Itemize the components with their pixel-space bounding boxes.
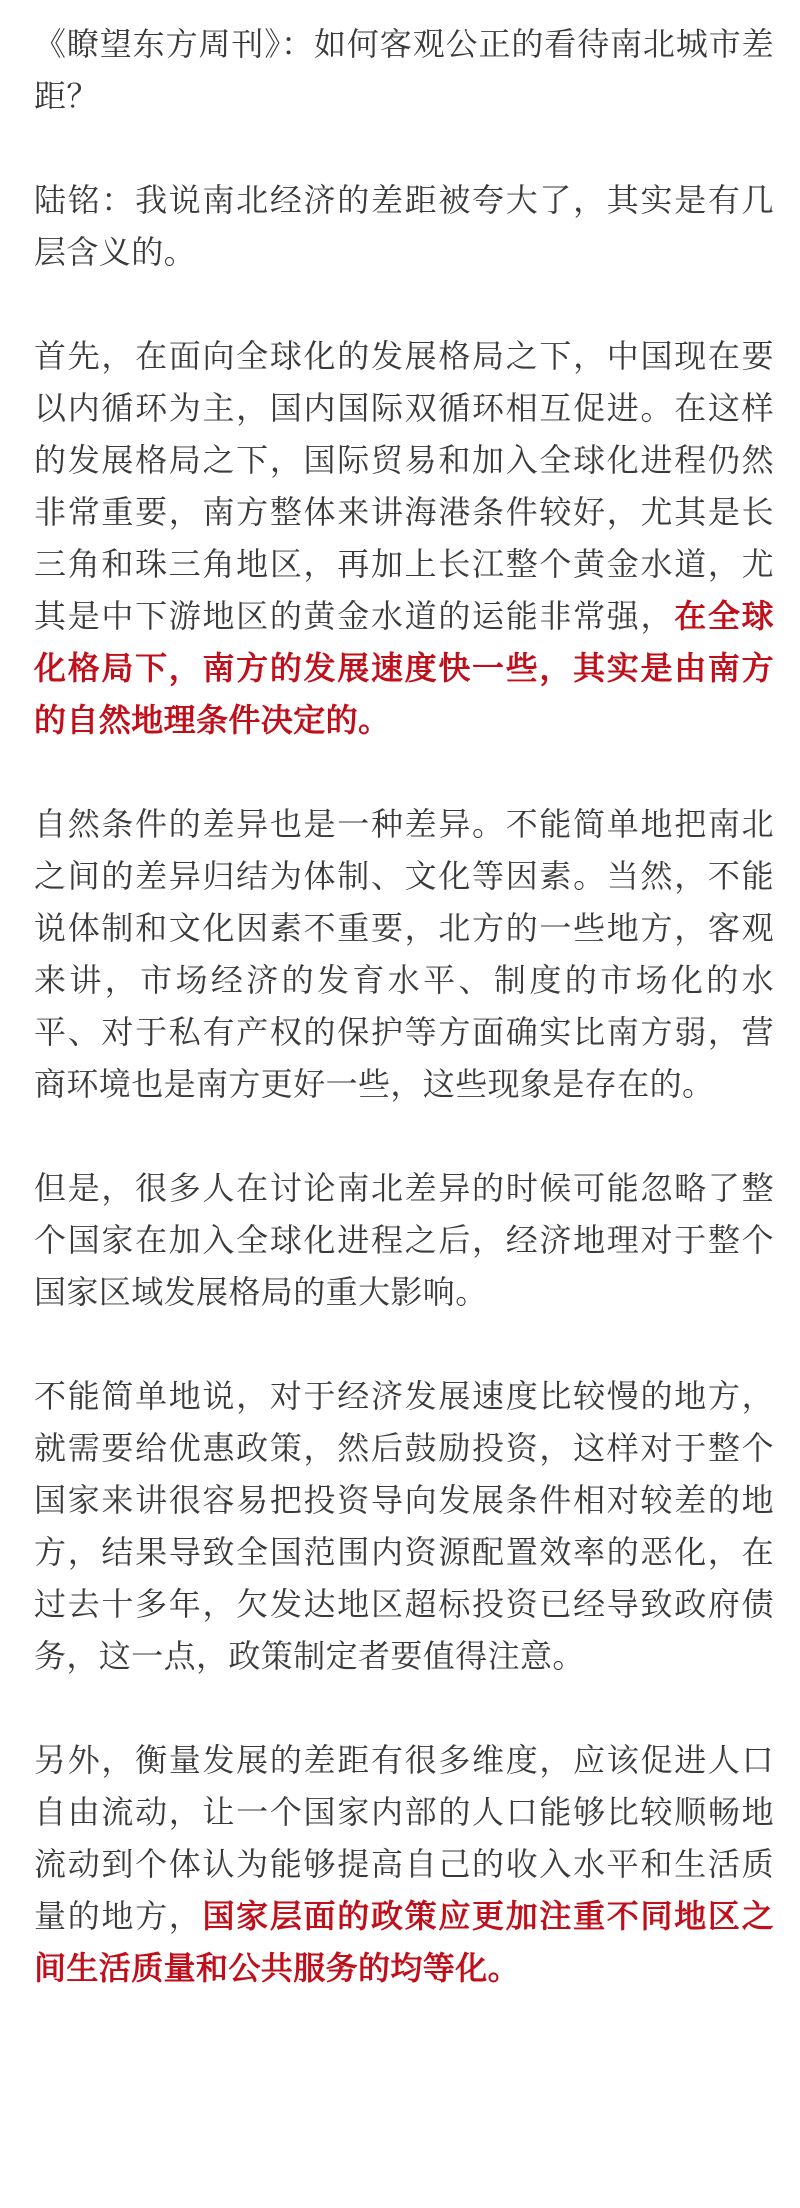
population-mobility-paragraph bbox=[34, 1734, 774, 1994]
investment-policy-paragraph: 不能简单地说，对于经济发展速度比较慢的地方，就需要给优惠政策，然后鼓励投资，这样对于整个国家来讲很容易把投资导向发展条件相对较差的地方，结果导致全国范围内资源配置效率的恶化，在过去十多年，欠发达地区超标投资已经导致政府债务，这一点，政策制定者要值得注意。 bbox=[34, 1377, 774, 1675]
globalization-paragraph bbox=[34, 330, 774, 746]
paragraph-text: 另外，衡量发展的差距有很多维度，应该促进人口自由流动，让一个国家内部的人口能够比较顺畅地流动到个体认为能够提高自己的收入水平和生活质量的地方， bbox=[34, 1741, 774, 1935]
article-body bbox=[34, 18, 774, 2046]
answer-intro-paragraph: 陆铭：我说南北经济的差距被夸大了，其实是有几层含义的。 bbox=[34, 181, 774, 271]
natural-conditions-paragraph: 自然条件的差异也是一种差异。不能简单地把南北之间的差异归结为体制、文化等因素。当然，不能说体制和文化因素不重要，北方的一些地方，客观来讲，市场经济的发育水平、制度的市场化的水平、对于私有产权的保护等方面确实比南方弱，营商环境也是南方更好一些，这些现象是存在的。 bbox=[34, 805, 774, 1103]
highlighted-text: 国家层面的政策应更加注重不同地区之间生活质量和公共服务的均等化。 bbox=[34, 1897, 774, 1987]
economic-geography-paragraph: 但是，很多人在讨论南北差异的时候可能忽略了整个国家在加入全球化进程之后，经济地理对于整个国家区域发展格局的重大影响。 bbox=[34, 1169, 774, 1311]
highlighted-text: 在全球化格局下，南方的发展速度快一些，其实是由南方的自然地理条件决定的。 bbox=[34, 597, 774, 739]
question-paragraph: 《瞭望东方周刊》：如何客观公正的看待南北城市差距？ bbox=[34, 25, 774, 115]
paragraph-text: 首先，在面向全球化的发展格局之下，中国现在要以内循环为主，国内国际双循环相互促进。在这样的发展格局之下，国际贸易和加入全球化进程仍然非常重要，南方整体来讲海港条件较好，尤其是长三角和珠三角地区，再加上长江整个黄金水道，尤其是中下游地区的黄金水道的运能非常强， bbox=[34, 337, 774, 635]
